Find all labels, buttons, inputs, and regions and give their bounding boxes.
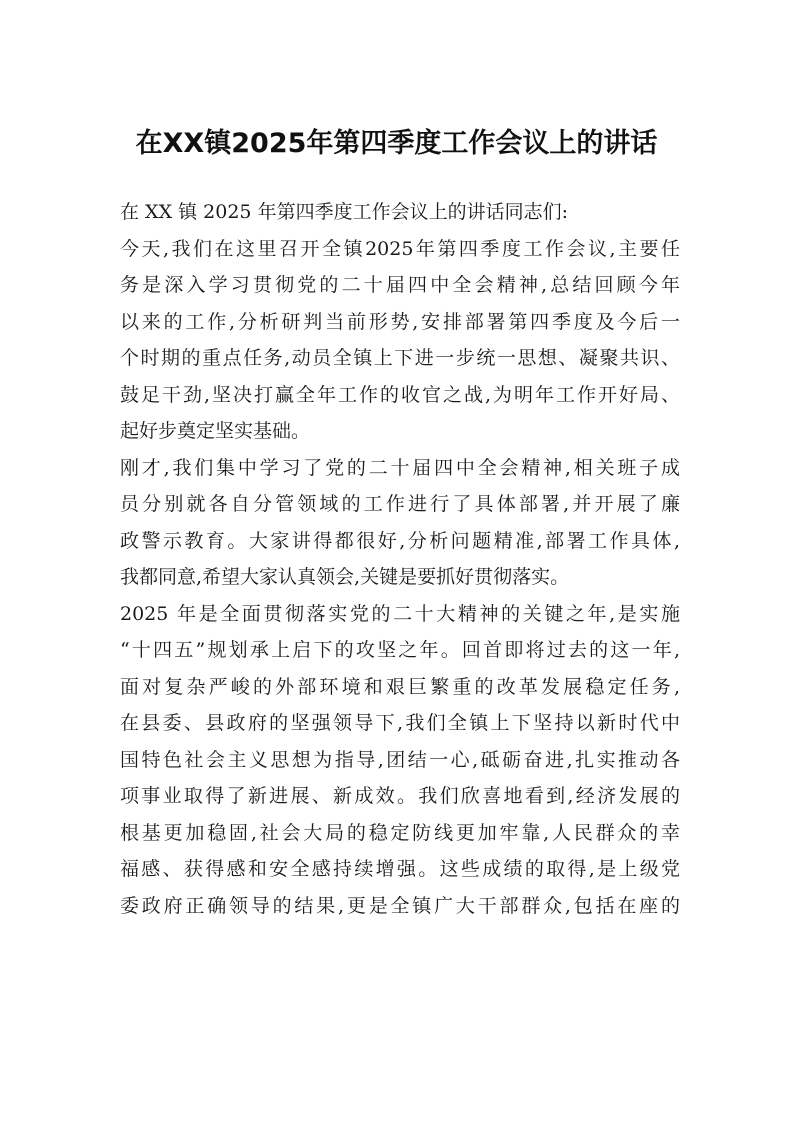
- body-line: 我都同意,希望大家认真领会,关键是要抓好贯彻落实。: [120, 566, 570, 588]
- body-line: 2025 年是全面贯彻落实党的二十大精神的关键之年,是实施: [120, 602, 680, 625]
- document-body: [120, 194, 680, 924]
- body-line: 员分别就各自分管领域的工作进行了具体部署,并开展了廉: [120, 493, 680, 515]
- body-line: 在县委、县政府的坚强领导下,我们全镇上下坚持以新时代中: [120, 712, 680, 734]
- body-line: 根基更加稳固,社会大局的稳定防线更加牢靠,人民群众的幸: [120, 821, 680, 844]
- body-line: 福感、获得感和安全感持续增强。这些成绩的取得,是上级党: [120, 858, 680, 880]
- body-line: 委政府正确领导的结果,更是全镇广大干部群众,包括在座的: [120, 894, 680, 917]
- body-line: 务是深入学习贯彻党的二十届四中全会精神,总结回顾今年: [120, 274, 680, 296]
- body-line: 项事业取得了新进展、新成效。我们欣喜地看到,经济发展的: [120, 785, 680, 807]
- body-line: 面对复杂严峻的外部环境和艰巨繁重的改革发展稳定任务,: [120, 675, 680, 698]
- document-title: 在XX镇2025年第四季度工作会议上的讲话: [135, 128, 658, 159]
- body-line: 起好步奠定坚实基础。: [120, 420, 311, 442]
- body-line: 国特色社会主义思想为指导,团结一心,砥砺奋进,扎实推动各: [120, 748, 680, 771]
- body-line: 个时期的重点任务,动员全镇上下进一步统一思想、凝聚共识、: [120, 347, 680, 369]
- body-line: “十四五”规划承上启下的攻坚之年。回首即将过去的这一年,: [120, 639, 680, 661]
- body-line: 刚才,我们集中学习了党的二十届四中全会精神,相关班子成: [120, 456, 680, 479]
- body-line: 鼓足干劲,坚决打赢全年工作的收官之战,为明年工作开好局、: [120, 383, 680, 406]
- body-line: 政警示教育。大家讲得都很好,分析问题精准,部署工作具体,: [120, 529, 680, 552]
- greeting-line: 在 XX 镇 2025 年第四季度工作会议上的讲话同志们:: [120, 201, 568, 223]
- body-line: 今天,我们在这里召开全镇2025年第四季度工作会议,主要任: [120, 237, 680, 260]
- body-line: 以来的工作,分析研判当前形势,安排部署第四季度及今后一: [120, 310, 680, 333]
